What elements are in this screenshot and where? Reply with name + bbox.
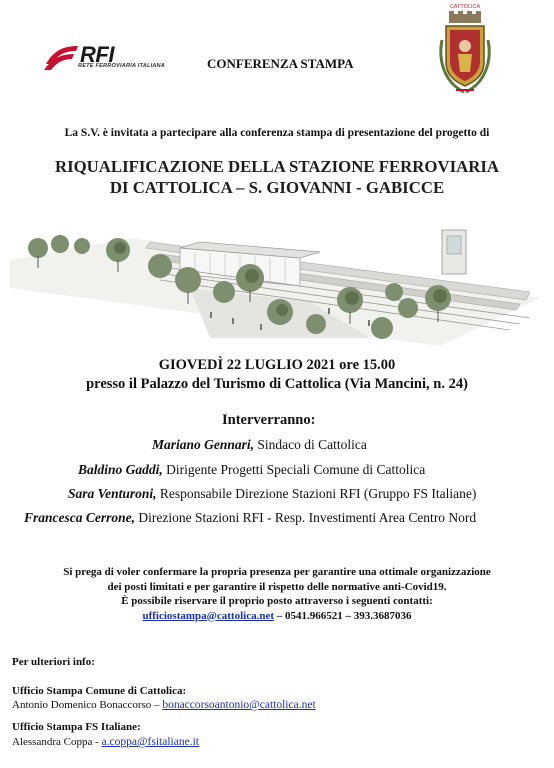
speakers-heading: Interverranno: xyxy=(222,412,316,428)
event-location: presso il Palazzo del Turismo di Cattolica (Via Mancini, n. 24) xyxy=(86,376,468,392)
speaker-item xyxy=(78,462,425,478)
office1-email-link[interactable]: bonaccorsoantonio@cattolica.net xyxy=(162,699,316,711)
notice-line3: È possibile riservare il proprio posto attraverso i seguenti contatti: xyxy=(121,595,433,607)
event-date: GIOVEDÌ 22 LUGLIO 2021 ore 15.00 xyxy=(158,357,396,373)
speaker-role: Dirigente Progetti Speciali Comune di Cattolica xyxy=(166,462,426,477)
speaker-role: Responsabile Direzione Stazioni RFI (Gruppo FS Italiane) xyxy=(159,486,477,501)
office1-title: Ufficio Stampa Comune di Cattolica: xyxy=(12,685,187,697)
logo-text: RFI xyxy=(80,42,114,67)
office2-person: Alessandra Coppa - xyxy=(12,736,102,748)
page-title: CONFERENZA STAMPA xyxy=(207,56,354,71)
speaker-role: Sindaco di Cattolica xyxy=(257,437,367,452)
speaker-name: Mariano Gennari, xyxy=(152,437,255,452)
speaker-name: Francesca Cerrone, xyxy=(24,510,135,525)
event-info xyxy=(0,356,554,394)
project-title xyxy=(0,156,554,198)
crest-label: CATTOLICA xyxy=(449,4,481,10)
station-rendering-image xyxy=(10,228,540,346)
cattolica-crest xyxy=(434,4,496,98)
office2-contact xyxy=(12,736,199,748)
project-title-line2: DI CATTOLICA – S. GIOVANNI - GABICCE xyxy=(109,178,445,197)
notice-line2: dei posti limitati e per garantire il rispetto delle normative anti-Covid19. xyxy=(107,580,447,593)
rfi-logo-mark-icon xyxy=(40,42,80,72)
speaker-item xyxy=(152,437,367,453)
speaker-role: Direzione Stazioni RFI - Resp. Investimenti Area Centro Nord xyxy=(138,510,477,525)
speaker-name: Sara Venturoni, xyxy=(68,486,157,501)
notice-contacts xyxy=(0,609,554,624)
invitation-text: La S.V. è invitata a partecipare alla conferenza stampa di presentazione del progetto di xyxy=(64,127,490,139)
notice-line1: Si prega di voler confermare la propria presenza per garantire una ottimale organizzazione xyxy=(63,566,491,578)
rsvp-notice xyxy=(0,565,554,623)
info-heading: Per ulteriori info: xyxy=(12,656,95,668)
office2-title: Ufficio Stampa FS Italiane: xyxy=(12,721,141,733)
office2-email-link[interactable]: a.coppa@fsitaliane.it xyxy=(101,736,199,748)
rfi-logo xyxy=(40,40,190,74)
office1-person: Antonio Domenico Bonaccorso – xyxy=(12,699,163,711)
rsvp-phones: – 0541.966521 – 393.3687036 xyxy=(274,609,412,622)
crest-shield-icon xyxy=(434,10,496,98)
office1-contact xyxy=(12,699,316,711)
speaker-name: Baldino Gaddi, xyxy=(78,462,163,477)
speaker-item xyxy=(68,486,476,502)
project-title-line1: RIQUALIFICAZIONE DELLA STAZIONE FERROVIARIA xyxy=(54,157,499,176)
speaker-item xyxy=(24,510,476,526)
logo-subtitle: RETE FERROVIARIA ITALIANA xyxy=(78,63,166,69)
rsvp-email-link[interactable]: ufficiostampa@cattolica.net xyxy=(142,609,274,622)
